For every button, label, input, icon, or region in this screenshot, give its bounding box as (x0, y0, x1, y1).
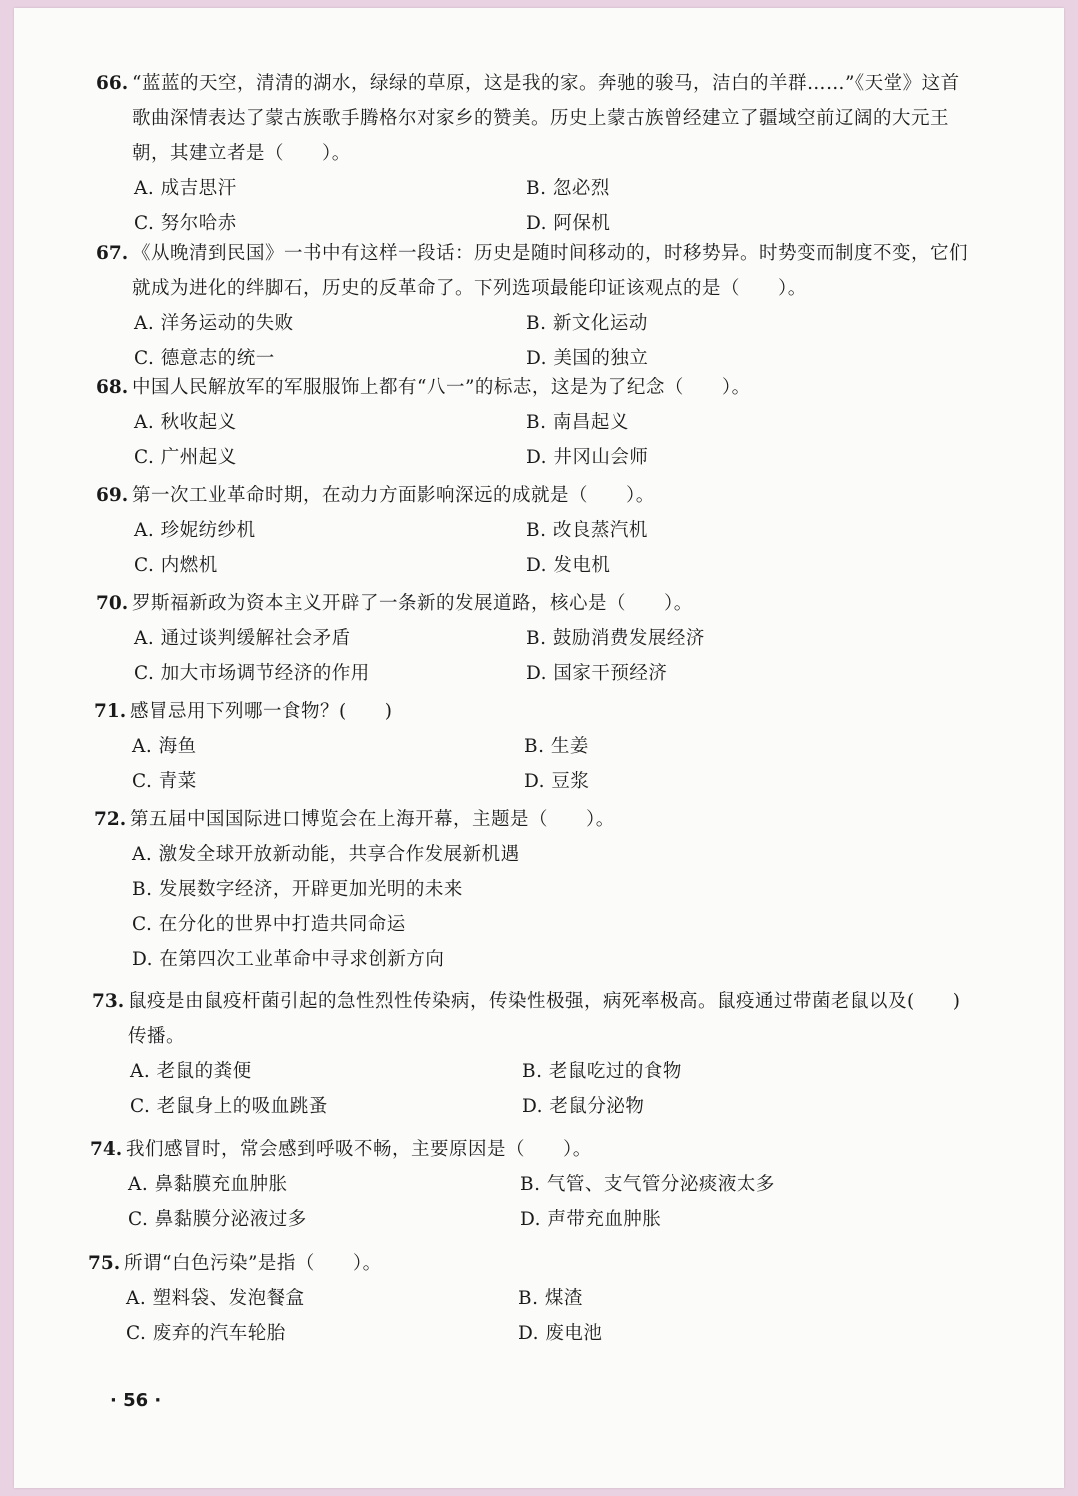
question-74 (90, 1132, 966, 1237)
option-a: A. 激发全球开放新动能，共享合作发展新机遇 (132, 844, 520, 865)
question-number: 70. (96, 593, 129, 614)
question-number: 73. (92, 991, 125, 1012)
option-d: D. 阿保机 (526, 213, 611, 234)
question-number: 71. (94, 701, 127, 722)
option-d: D. 国家干预经济 (526, 663, 668, 684)
option-b: B. 发展数字经济，开辟更加光明的未来 (132, 879, 463, 900)
question-number: 72. (94, 809, 127, 830)
option-d: D. 老鼠分泌物 (522, 1096, 645, 1117)
question-66 (96, 66, 972, 241)
option-c: C. 内燃机 (134, 555, 218, 576)
option-a: A. 通过谈判缓解社会矛盾 (134, 628, 351, 649)
option-b: B. 老鼠吃过的食物 (522, 1061, 682, 1082)
option-a: A. 珍妮纺纱机 (134, 520, 256, 541)
question-67 (96, 236, 972, 376)
question-stem: 鼠疫是由鼠疫杆菌引起的急性烈性传染病，传染性极强，病死率极高。鼠疫通过带菌老鼠以及( )传播。 (128, 991, 961, 1047)
question-75 (88, 1246, 964, 1351)
question-number: 66. (96, 73, 129, 94)
question-stem: 中国人民解放军的军服服饰上都有“八一”的标志，这是为了纪念（ ）。 (132, 377, 751, 398)
option-b: B. 南昌起义 (526, 412, 629, 433)
question-73 (92, 984, 968, 1124)
question-68 (96, 370, 972, 475)
option-b: B. 忽必烈 (526, 178, 610, 199)
option-c: C. 德意志的统一 (134, 348, 275, 369)
option-c: C. 努尔哈赤 (134, 213, 237, 234)
question-stem: 我们感冒时，常会感到呼吸不畅，主要原因是（ ）。 (126, 1139, 592, 1160)
option-b: B. 鼓励消费发展经济 (526, 628, 705, 649)
option-d: D. 井冈山会师 (526, 447, 649, 468)
question-stem: 《从晚清到民国》一书中有这样一段话：历史是随时间移动的，时移势异。时势变而制度不变，它们就成为进化的绊脚石，历史的反革命了。下列选项最能印证该观点的是（ ）。 (132, 243, 969, 299)
option-a: A. 成吉思汗 (134, 178, 237, 199)
option-a: A. 洋务运动的失败 (134, 313, 294, 334)
option-d: D. 在第四次工业革命中寻求创新方向 (132, 949, 445, 970)
option-c: C. 鼻黏膜分泌液过多 (128, 1209, 307, 1230)
option-d: D. 废电池 (518, 1323, 603, 1344)
option-b: B. 煤渣 (518, 1288, 583, 1309)
option-a: A. 鼻黏膜充血肿胀 (128, 1174, 288, 1195)
question-number: 69. (96, 485, 129, 506)
exam-page (14, 8, 1064, 1488)
question-72 (94, 802, 970, 977)
option-a: A. 海鱼 (132, 736, 197, 757)
option-c: C. 在分化的世界中打造共同命运 (132, 914, 406, 935)
option-a: A. 塑料袋、发泡餐盒 (126, 1288, 305, 1309)
option-c: C. 废弃的汽车轮胎 (126, 1323, 286, 1344)
option-c: C. 广州起义 (134, 447, 237, 468)
question-70 (96, 586, 972, 691)
option-c: C. 老鼠身上的吸血跳蚤 (130, 1096, 328, 1117)
option-d: D. 发电机 (526, 555, 611, 576)
question-stem: 感冒忌用下列哪一食物？( ) (130, 701, 393, 722)
option-c: C. 加大市场调节经济的作用 (134, 663, 370, 684)
question-number: 68. (96, 377, 129, 398)
option-d: D. 豆浆 (524, 771, 590, 792)
question-number: 75. (88, 1253, 121, 1274)
question-stem: 罗斯福新政为资本主义开辟了一条新的发展道路，核心是（ ）。 (132, 593, 693, 614)
option-a: A. 老鼠的粪便 (130, 1061, 252, 1082)
option-d: D. 声带充血肿胀 (520, 1209, 662, 1230)
option-b: B. 改良蒸汽机 (526, 520, 648, 541)
option-b: B. 气管、支气管分泌痰液太多 (520, 1174, 775, 1195)
question-69 (96, 478, 972, 583)
question-stem: 所谓“白色污染”是指（ ）。 (124, 1253, 382, 1274)
question-71 (94, 694, 970, 799)
question-stem: 第一次工业革命时期，在动力方面影响深远的成就是（ ）。 (132, 485, 655, 506)
page-number: · 56 · (110, 1390, 162, 1411)
option-b: B. 新文化运动 (526, 313, 648, 334)
question-stem: “蓝蓝的天空，清清的湖水，绿绿的草原，这是我的家。奔驰的骏马，洁白的羊群……”《天堂》这首歌曲深情表达了蒙古族歌手腾格尔对家乡的赞美。历史上蒙古族曾经建立了疆域空前辽阔的大元王朝，其建立者是（ ）。 (132, 73, 960, 164)
option-c: C. 青菜 (132, 771, 197, 792)
option-b: B. 生姜 (524, 736, 589, 757)
option-d: D. 美国的独立 (526, 348, 649, 369)
option-a: A. 秋收起义 (134, 412, 237, 433)
question-number: 67. (96, 243, 129, 264)
question-number: 74. (90, 1139, 123, 1160)
question-stem: 第五届中国国际进口博览会在上海开幕，主题是（ ）。 (130, 809, 615, 830)
